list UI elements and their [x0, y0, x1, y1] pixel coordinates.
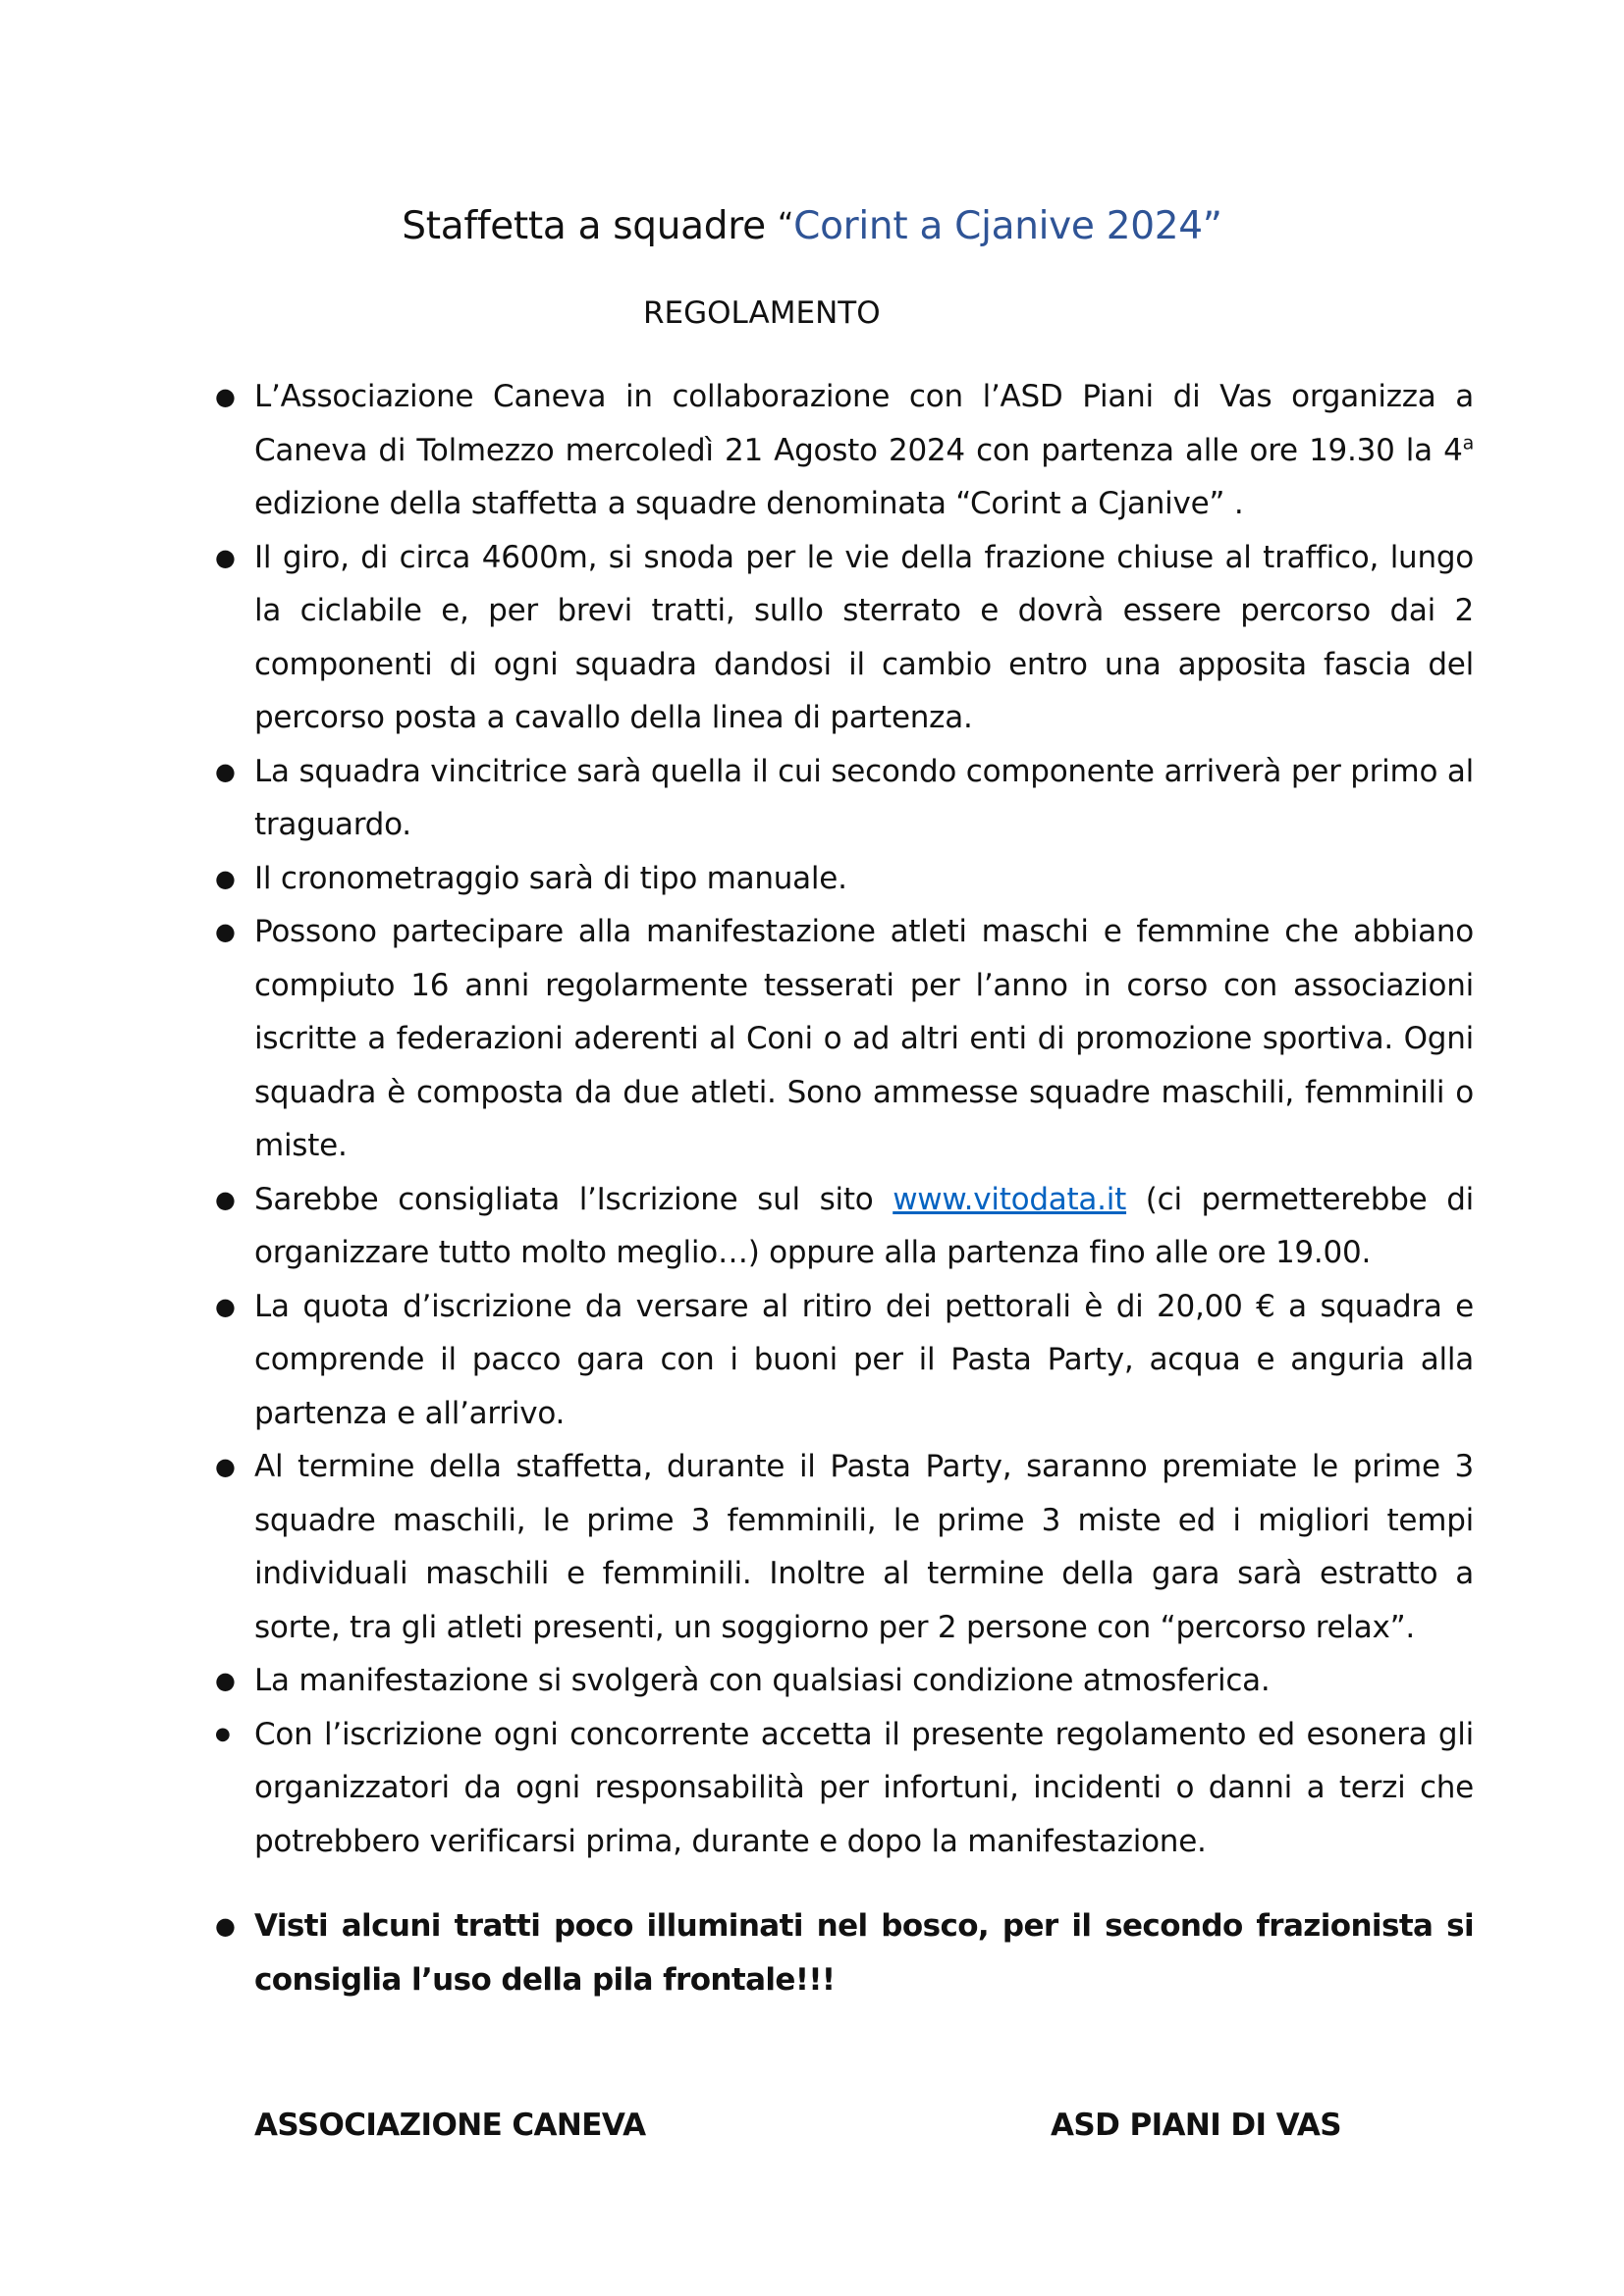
signature-associazione-caneva: ASSOCIAZIONE CANEVA: [254, 2108, 646, 2143]
rule-item-awards: [215, 1440, 1474, 1654]
bullet-icon: ●: [215, 1723, 231, 1744]
title-event-name: Corint a Cjanive 2024: [793, 204, 1203, 248]
rule-text-part: (ci permetterebbe di organizzare tutto molto meglio…) oppure alla partenza fino alle ore 19.00.: [254, 1181, 1474, 1270]
rule-text: Al termine della staffetta, durante il Pasta Party, saranno premiate le prime 3 squadre maschili, le prime 3 femminili, le prime 3 miste ed i migliori tempi individuali maschili e femminili. Inoltre al termine della gara sarà estratto a sorte, tra gli atleti presenti, un soggiorno per 2 persone con “percorso relax”.: [254, 1449, 1474, 1645]
bullet-icon: ●: [215, 543, 236, 571]
rule-superscript: a: [1462, 432, 1474, 454]
rule-text: La manifestazione si svolgerà con qualsiasi condizione atmosferica.: [254, 1663, 1271, 1698]
rule-text-part: L’Associazione Caneva in collaborazione con l’ASD Piani di Vas organizza a Caneva di Tolmezzo mercoledì 21 Agosto 2024 con partenza alle ore 19.30 la 4: [254, 379, 1474, 468]
bullet-icon: ●: [215, 1667, 236, 1694]
bullet-icon: ●: [215, 1912, 236, 1940]
rule-item-course: [215, 531, 1474, 745]
document-subtitle: REGOLAMENTO: [643, 295, 881, 331]
document-title: [0, 194, 1624, 256]
rule-text: Con l’iscrizione ogni concorrente accetta il presente regolamento ed esonera gli organizzatori da ogni responsabilità per infortuni, incidenti o danni a terzi che potrebbero verificarsi prima, durante e dopo la manifestazione.: [254, 1716, 1474, 1859]
bullet-icon: ●: [215, 383, 236, 410]
bullet-icon: ●: [215, 1292, 236, 1320]
title-prefix: Staffetta a squadre: [402, 204, 778, 248]
rule-item-headlamp-warning: [215, 1899, 1474, 2006]
bullet-icon: ●: [215, 1453, 236, 1480]
bullet-icon: ●: [215, 918, 236, 945]
rule-text: [254, 379, 1474, 521]
rule-item-liability: [215, 1708, 1474, 1869]
title-quote-close: ”: [1202, 204, 1222, 248]
rule-text: La squadra vincitrice sarà quella il cui secondo componente arriverà per primo al traguardo.: [254, 753, 1474, 842]
signature-asd-piani-di-vas: ASD PIANI DI VAS: [1051, 2108, 1342, 2143]
bullet-icon: ●: [215, 757, 236, 785]
rule-text: [254, 1182, 1474, 1271]
rule-text-part: edizione della staffetta a squadre denominata “Corint a Cjanive” .: [254, 486, 1244, 521]
rule-text: La quota d’iscrizione da versare al ritiro dei pettorali è di 20,00 € a squadra e comprende il pacco gara con i buoni per il Pasta Party, acqua e anguria alla partenza e all’arrivo.: [254, 1288, 1474, 1431]
rule-text: Il cronometraggio sarà di tipo manuale.: [254, 860, 847, 896]
registration-link[interactable]: www.vitodata.it: [893, 1181, 1127, 1217]
rule-text: Possono partecipare alla manifestazione atleti maschi e femmine che abbiano compiuto 16 anni regolarmente tesserati per l’anno in corso con associazioni iscritte a federazioni aderenti al Coni o ad altri enti di promozione sportiva. Ogni squadra è composta da due atleti. Sono ammesse squadre maschili, femminili o miste.: [254, 914, 1474, 1163]
rule-item-weather: [215, 1654, 1474, 1708]
rule-text: Il giro, di circa 4600m, si snoda per le vie della frazione chiuse al traffico, lungo la ciclabile e, per brevi tratti, sullo sterrato e dovrà essere percorso dai 2 componenti di ogni squadra dandosi il cambio entro una apposita fascia del percorso posta a cavallo della linea di partenza.: [254, 539, 1474, 735]
rule-item-timing: [215, 852, 1474, 906]
rule-item-participants: [215, 905, 1474, 1173]
rule-item-organization: [215, 370, 1474, 531]
rules-list: [0, 370, 1474, 2006]
rule-text-part: Sarebbe consigliata l’Iscrizione sul sito: [254, 1181, 893, 1217]
bullet-icon: ●: [215, 1185, 236, 1213]
bullet-icon: ●: [215, 864, 236, 892]
rule-item-registration: [215, 1173, 1474, 1280]
rule-item-winner: [215, 745, 1474, 852]
title-quote-open: “: [777, 205, 794, 242]
rule-text: Visti alcuni tratti poco illuminati nel bosco, per il secondo frazionista si consiglia l’uso della pila frontale!!!: [254, 1908, 1474, 1998]
rule-item-fee: [215, 1280, 1474, 1441]
